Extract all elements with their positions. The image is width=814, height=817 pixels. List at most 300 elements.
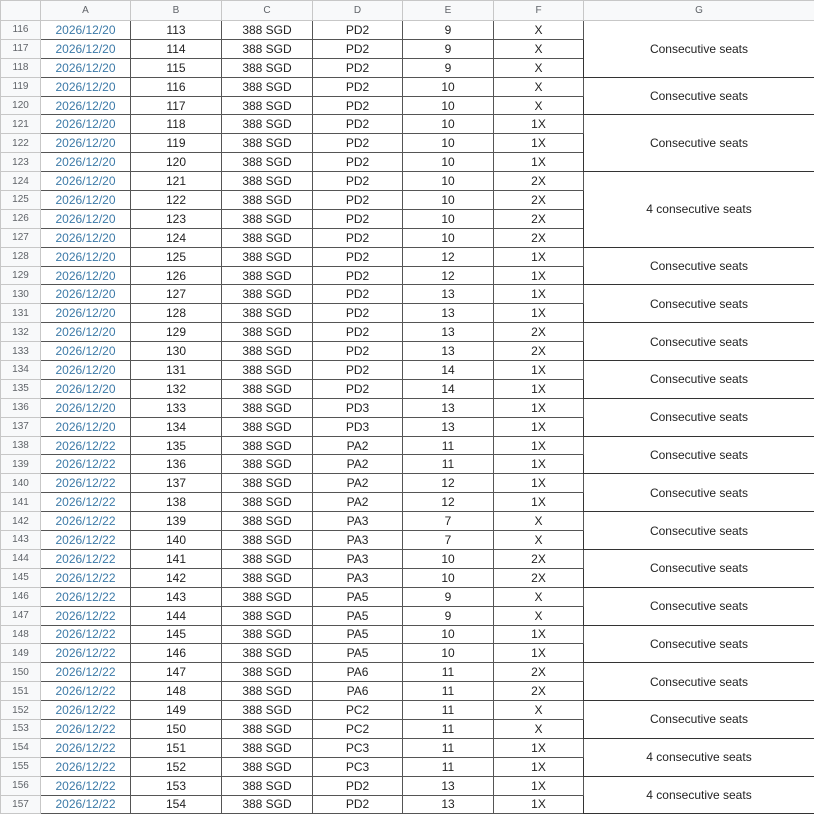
cell-price[interactable]: 388 SGD [222, 191, 313, 210]
cell-ticket-no[interactable]: 124 [131, 228, 222, 247]
cell-date[interactable]: 2026/12/20 [41, 39, 131, 58]
cell-ticket-no[interactable]: 150 [131, 719, 222, 738]
cell-seat-flag[interactable]: 2X [494, 172, 584, 191]
cell-price[interactable]: 388 SGD [222, 134, 313, 153]
cell-price[interactable]: 388 SGD [222, 39, 313, 58]
cell-ticket-no[interactable]: 122 [131, 191, 222, 210]
cell-section[interactable]: PD2 [313, 115, 403, 134]
cell-date[interactable]: 2026/12/20 [41, 115, 131, 134]
row-number[interactable]: 143 [1, 531, 41, 550]
cell-price[interactable]: 388 SGD [222, 568, 313, 587]
cell-row[interactable]: 13 [403, 795, 494, 814]
cell-price[interactable]: 388 SGD [222, 455, 313, 474]
cell-price[interactable]: 388 SGD [222, 77, 313, 96]
cell-section[interactable]: PD2 [313, 795, 403, 814]
column-header-e[interactable]: E [403, 1, 494, 21]
cell-section[interactable]: PD2 [313, 96, 403, 115]
cell-ticket-no[interactable]: 143 [131, 587, 222, 606]
row-number[interactable]: 130 [1, 285, 41, 304]
row-number[interactable]: 144 [1, 549, 41, 568]
cell-section[interactable]: PD2 [313, 172, 403, 191]
cell-ticket-no[interactable]: 132 [131, 379, 222, 398]
cell-seat-flag[interactable]: 1X [494, 776, 584, 795]
cell-row[interactable]: 9 [403, 606, 494, 625]
cell-seat-flag[interactable]: 2X [494, 342, 584, 361]
cell-ticket-no[interactable]: 149 [131, 701, 222, 720]
cell-seat-flag[interactable]: 1X [494, 493, 584, 512]
cell-section[interactable]: PD2 [313, 58, 403, 77]
cell-row[interactable]: 10 [403, 115, 494, 134]
cell-note-merged[interactable]: Consecutive seats [584, 474, 814, 512]
cell-date[interactable]: 2026/12/22 [41, 701, 131, 720]
cell-row[interactable]: 10 [403, 153, 494, 172]
cell-seat-flag[interactable]: 1X [494, 474, 584, 493]
cell-section[interactable]: PD2 [313, 776, 403, 795]
cell-seat-flag[interactable]: X [494, 587, 584, 606]
cell-seat-flag[interactable]: X [494, 512, 584, 531]
cell-row[interactable]: 11 [403, 701, 494, 720]
cell-note-merged[interactable]: Consecutive seats [584, 398, 814, 436]
cell-ticket-no[interactable]: 131 [131, 361, 222, 380]
cell-seat-flag[interactable]: 2X [494, 209, 584, 228]
cell-row[interactable]: 10 [403, 77, 494, 96]
cell-date[interactable]: 2026/12/22 [41, 587, 131, 606]
cell-row[interactable]: 10 [403, 172, 494, 191]
cell-note-merged[interactable]: Consecutive seats [584, 77, 814, 115]
cell-ticket-no[interactable]: 133 [131, 398, 222, 417]
cell-ticket-no[interactable]: 120 [131, 153, 222, 172]
cell-price[interactable]: 388 SGD [222, 361, 313, 380]
cell-price[interactable]: 388 SGD [222, 266, 313, 285]
cell-row[interactable]: 9 [403, 39, 494, 58]
row-number[interactable]: 128 [1, 247, 41, 266]
row-number[interactable]: 137 [1, 417, 41, 436]
cell-row[interactable]: 9 [403, 21, 494, 40]
cell-price[interactable]: 388 SGD [222, 474, 313, 493]
cell-price[interactable]: 388 SGD [222, 701, 313, 720]
cell-seat-flag[interactable]: X [494, 96, 584, 115]
cell-seat-flag[interactable]: X [494, 719, 584, 738]
cell-row[interactable]: 11 [403, 738, 494, 757]
cell-price[interactable]: 388 SGD [222, 587, 313, 606]
cell-row[interactable]: 13 [403, 285, 494, 304]
column-header-a[interactable]: A [41, 1, 131, 21]
cell-ticket-no[interactable]: 139 [131, 512, 222, 531]
cell-price[interactable]: 388 SGD [222, 776, 313, 795]
cell-row[interactable]: 7 [403, 531, 494, 550]
row-number[interactable]: 138 [1, 436, 41, 455]
cell-price[interactable]: 388 SGD [222, 21, 313, 40]
row-number[interactable]: 156 [1, 776, 41, 795]
row-number[interactable]: 118 [1, 58, 41, 77]
cell-price[interactable]: 388 SGD [222, 738, 313, 757]
cell-price[interactable]: 388 SGD [222, 436, 313, 455]
cell-ticket-no[interactable]: 128 [131, 304, 222, 323]
cell-section[interactable]: PD2 [313, 266, 403, 285]
cell-seat-flag[interactable]: 1X [494, 417, 584, 436]
cell-date[interactable]: 2026/12/22 [41, 455, 131, 474]
cell-row[interactable]: 10 [403, 134, 494, 153]
row-number[interactable]: 136 [1, 398, 41, 417]
cell-date[interactable]: 2026/12/22 [41, 606, 131, 625]
cell-row[interactable]: 13 [403, 776, 494, 795]
cell-ticket-no[interactable]: 129 [131, 323, 222, 342]
cell-section[interactable]: PC3 [313, 738, 403, 757]
column-header-f[interactable]: F [494, 1, 584, 21]
cell-seat-flag[interactable]: 2X [494, 663, 584, 682]
cell-section[interactable]: PA3 [313, 549, 403, 568]
cell-seat-flag[interactable]: X [494, 701, 584, 720]
cell-date[interactable]: 2026/12/22 [41, 682, 131, 701]
cell-seat-flag[interactable]: 1X [494, 304, 584, 323]
cell-price[interactable]: 388 SGD [222, 512, 313, 531]
cell-date[interactable]: 2026/12/20 [41, 361, 131, 380]
cell-section[interactable]: PA2 [313, 455, 403, 474]
cell-section[interactable]: PD2 [313, 379, 403, 398]
cell-date[interactable]: 2026/12/22 [41, 795, 131, 814]
cell-seat-flag[interactable]: X [494, 531, 584, 550]
cell-section[interactable]: PC2 [313, 719, 403, 738]
cell-ticket-no[interactable]: 153 [131, 776, 222, 795]
cell-row[interactable]: 11 [403, 436, 494, 455]
cell-note-merged[interactable]: Consecutive seats [584, 247, 814, 285]
cell-price[interactable]: 388 SGD [222, 682, 313, 701]
cell-section[interactable]: PC3 [313, 757, 403, 776]
cell-seat-flag[interactable]: 1X [494, 436, 584, 455]
cell-row[interactable]: 10 [403, 568, 494, 587]
row-number[interactable]: 119 [1, 77, 41, 96]
cell-section[interactable]: PA2 [313, 493, 403, 512]
cell-date[interactable]: 2026/12/20 [41, 77, 131, 96]
cell-section[interactable]: PD2 [313, 191, 403, 210]
cell-seat-flag[interactable]: 1X [494, 398, 584, 417]
cell-row[interactable]: 12 [403, 474, 494, 493]
cell-price[interactable]: 388 SGD [222, 323, 313, 342]
cell-price[interactable]: 388 SGD [222, 417, 313, 436]
cell-ticket-no[interactable]: 145 [131, 625, 222, 644]
cell-seat-flag[interactable]: 1X [494, 644, 584, 663]
cell-ticket-no[interactable]: 151 [131, 738, 222, 757]
cell-ticket-no[interactable]: 148 [131, 682, 222, 701]
cell-date[interactable]: 2026/12/20 [41, 191, 131, 210]
cell-seat-flag[interactable]: 2X [494, 568, 584, 587]
row-number[interactable]: 126 [1, 209, 41, 228]
cell-note-merged[interactable]: Consecutive seats [584, 436, 814, 474]
cell-section[interactable]: PD2 [313, 228, 403, 247]
column-header-b[interactable]: B [131, 1, 222, 21]
row-number[interactable]: 140 [1, 474, 41, 493]
cell-price[interactable]: 388 SGD [222, 663, 313, 682]
row-number[interactable]: 150 [1, 663, 41, 682]
row-number[interactable]: 155 [1, 757, 41, 776]
row-number[interactable]: 141 [1, 493, 41, 512]
cell-date[interactable]: 2026/12/20 [41, 417, 131, 436]
cell-price[interactable]: 388 SGD [222, 285, 313, 304]
cell-seat-flag[interactable]: 2X [494, 549, 584, 568]
cell-section[interactable]: PD3 [313, 417, 403, 436]
cell-section[interactable]: PD2 [313, 153, 403, 172]
cell-seat-flag[interactable]: 1X [494, 625, 584, 644]
cell-row[interactable]: 11 [403, 719, 494, 738]
cell-ticket-no[interactable]: 126 [131, 266, 222, 285]
cell-date[interactable]: 2026/12/20 [41, 153, 131, 172]
cell-ticket-no[interactable]: 144 [131, 606, 222, 625]
row-number[interactable]: 151 [1, 682, 41, 701]
cell-row[interactable]: 10 [403, 209, 494, 228]
cell-seat-flag[interactable]: 2X [494, 191, 584, 210]
cell-ticket-no[interactable]: 117 [131, 96, 222, 115]
cell-ticket-no[interactable]: 135 [131, 436, 222, 455]
cell-note-merged[interactable]: Consecutive seats [584, 361, 814, 399]
cell-note-merged[interactable]: Consecutive seats [584, 663, 814, 701]
cell-section[interactable]: PA3 [313, 512, 403, 531]
cell-date[interactable]: 2026/12/22 [41, 436, 131, 455]
cell-seat-flag[interactable]: X [494, 39, 584, 58]
cell-section[interactable]: PD2 [313, 361, 403, 380]
cell-ticket-no[interactable]: 115 [131, 58, 222, 77]
cell-price[interactable]: 388 SGD [222, 644, 313, 663]
cell-row[interactable]: 9 [403, 587, 494, 606]
row-number[interactable]: 120 [1, 96, 41, 115]
cell-ticket-no[interactable]: 140 [131, 531, 222, 550]
cell-row[interactable]: 11 [403, 663, 494, 682]
cell-row[interactable]: 13 [403, 342, 494, 361]
row-number[interactable]: 131 [1, 304, 41, 323]
row-number[interactable]: 153 [1, 719, 41, 738]
row-number[interactable]: 132 [1, 323, 41, 342]
cell-section[interactable]: PD2 [313, 209, 403, 228]
cell-row[interactable]: 12 [403, 493, 494, 512]
cell-price[interactable]: 388 SGD [222, 493, 313, 512]
cell-section[interactable]: PA5 [313, 644, 403, 663]
cell-price[interactable]: 388 SGD [222, 115, 313, 134]
cell-row[interactable]: 11 [403, 682, 494, 701]
cell-date[interactable]: 2026/12/20 [41, 398, 131, 417]
cell-date[interactable]: 2026/12/20 [41, 209, 131, 228]
cell-seat-flag[interactable]: X [494, 58, 584, 77]
cell-date[interactable]: 2026/12/22 [41, 512, 131, 531]
cell-section[interactable]: PA5 [313, 606, 403, 625]
cell-section[interactable]: PD2 [313, 342, 403, 361]
cell-note-merged[interactable]: Consecutive seats [584, 587, 814, 625]
cell-date[interactable]: 2026/12/20 [41, 342, 131, 361]
cell-date[interactable]: 2026/12/22 [41, 568, 131, 587]
cell-section[interactable]: PA5 [313, 625, 403, 644]
cell-price[interactable]: 388 SGD [222, 209, 313, 228]
cell-row[interactable]: 11 [403, 455, 494, 474]
cell-seat-flag[interactable]: 1X [494, 795, 584, 814]
row-number[interactable]: 152 [1, 701, 41, 720]
cell-date[interactable]: 2026/12/22 [41, 549, 131, 568]
cell-seat-flag[interactable]: X [494, 77, 584, 96]
cell-date[interactable]: 2026/12/22 [41, 776, 131, 795]
row-number[interactable]: 135 [1, 379, 41, 398]
cell-date[interactable]: 2026/12/22 [41, 625, 131, 644]
cell-ticket-no[interactable]: 113 [131, 21, 222, 40]
cell-date[interactable]: 2026/12/22 [41, 644, 131, 663]
cell-ticket-no[interactable]: 130 [131, 342, 222, 361]
cell-date[interactable]: 2026/12/20 [41, 379, 131, 398]
cell-ticket-no[interactable]: 147 [131, 663, 222, 682]
cell-seat-flag[interactable]: 2X [494, 228, 584, 247]
cell-price[interactable]: 388 SGD [222, 625, 313, 644]
cell-price[interactable]: 388 SGD [222, 795, 313, 814]
cell-ticket-no[interactable]: 138 [131, 493, 222, 512]
cell-note-merged[interactable]: Consecutive seats [584, 549, 814, 587]
cell-row[interactable]: 10 [403, 96, 494, 115]
cell-ticket-no[interactable]: 152 [131, 757, 222, 776]
cell-row[interactable]: 12 [403, 266, 494, 285]
cell-seat-flag[interactable]: 1X [494, 379, 584, 398]
select-all-corner[interactable] [1, 1, 41, 21]
cell-row[interactable]: 13 [403, 398, 494, 417]
cell-ticket-no[interactable]: 137 [131, 474, 222, 493]
row-number[interactable]: 127 [1, 228, 41, 247]
row-number[interactable]: 157 [1, 795, 41, 814]
cell-date[interactable]: 2026/12/20 [41, 266, 131, 285]
row-number[interactable]: 134 [1, 361, 41, 380]
cell-price[interactable]: 388 SGD [222, 304, 313, 323]
cell-date[interactable]: 2026/12/20 [41, 323, 131, 342]
cell-section[interactable]: PD2 [313, 21, 403, 40]
cell-section[interactable]: PA5 [313, 587, 403, 606]
cell-date[interactable]: 2026/12/20 [41, 247, 131, 266]
row-number[interactable]: 133 [1, 342, 41, 361]
cell-section[interactable]: PA6 [313, 682, 403, 701]
cell-ticket-no[interactable]: 114 [131, 39, 222, 58]
cell-note-merged[interactable]: Consecutive seats [584, 625, 814, 663]
cell-ticket-no[interactable]: 123 [131, 209, 222, 228]
cell-seat-flag[interactable]: 2X [494, 323, 584, 342]
cell-price[interactable]: 388 SGD [222, 379, 313, 398]
cell-seat-flag[interactable]: 1X [494, 247, 584, 266]
cell-ticket-no[interactable]: 141 [131, 549, 222, 568]
cell-ticket-no[interactable]: 146 [131, 644, 222, 663]
cell-seat-flag[interactable]: 1X [494, 266, 584, 285]
cell-note-merged[interactable]: 4 consecutive seats [584, 776, 814, 814]
cell-price[interactable]: 388 SGD [222, 228, 313, 247]
row-number[interactable]: 148 [1, 625, 41, 644]
cell-price[interactable]: 388 SGD [222, 606, 313, 625]
cell-seat-flag[interactable]: 1X [494, 153, 584, 172]
cell-note-merged[interactable]: Consecutive seats [584, 323, 814, 361]
cell-date[interactable]: 2026/12/20 [41, 228, 131, 247]
row-number[interactable]: 124 [1, 172, 41, 191]
cell-section[interactable]: PA2 [313, 474, 403, 493]
cell-date[interactable]: 2026/12/22 [41, 757, 131, 776]
cell-seat-flag[interactable]: X [494, 606, 584, 625]
cell-price[interactable]: 388 SGD [222, 398, 313, 417]
cell-row[interactable]: 10 [403, 644, 494, 663]
cell-date[interactable]: 2026/12/22 [41, 738, 131, 757]
cell-seat-flag[interactable]: 1X [494, 757, 584, 776]
cell-section[interactable]: PD2 [313, 323, 403, 342]
cell-seat-flag[interactable]: 1X [494, 115, 584, 134]
row-number[interactable]: 147 [1, 606, 41, 625]
cell-note-merged[interactable]: 4 consecutive seats [584, 738, 814, 776]
cell-price[interactable]: 388 SGD [222, 247, 313, 266]
cell-section[interactable]: PA2 [313, 436, 403, 455]
row-number[interactable]: 145 [1, 568, 41, 587]
cell-note-merged[interactable]: Consecutive seats [584, 512, 814, 550]
cell-price[interactable]: 388 SGD [222, 96, 313, 115]
cell-note-merged[interactable]: 4 consecutive seats [584, 172, 814, 248]
row-number[interactable]: 139 [1, 455, 41, 474]
cell-ticket-no[interactable]: 134 [131, 417, 222, 436]
cell-section[interactable]: PD2 [313, 304, 403, 323]
row-number[interactable]: 122 [1, 134, 41, 153]
cell-ticket-no[interactable]: 118 [131, 115, 222, 134]
cell-row[interactable]: 14 [403, 361, 494, 380]
cell-row[interactable]: 10 [403, 191, 494, 210]
cell-ticket-no[interactable]: 116 [131, 77, 222, 96]
cell-section[interactable]: PD2 [313, 77, 403, 96]
cell-ticket-no[interactable]: 127 [131, 285, 222, 304]
column-header-g[interactable]: G [584, 1, 814, 21]
cell-price[interactable]: 388 SGD [222, 172, 313, 191]
cell-price[interactable]: 388 SGD [222, 153, 313, 172]
cell-price[interactable]: 388 SGD [222, 719, 313, 738]
cell-row[interactable]: 10 [403, 228, 494, 247]
cell-section[interactable]: PD2 [313, 285, 403, 304]
cell-note-merged[interactable]: Consecutive seats [584, 701, 814, 739]
cell-price[interactable]: 388 SGD [222, 58, 313, 77]
cell-seat-flag[interactable]: X [494, 21, 584, 40]
cell-date[interactable]: 2026/12/22 [41, 719, 131, 738]
cell-date[interactable]: 2026/12/20 [41, 58, 131, 77]
cell-section[interactable]: PD2 [313, 39, 403, 58]
cell-seat-flag[interactable]: 2X [494, 682, 584, 701]
cell-seat-flag[interactable]: 1X [494, 134, 584, 153]
cell-row[interactable]: 13 [403, 417, 494, 436]
cell-row[interactable]: 13 [403, 323, 494, 342]
cell-ticket-no[interactable]: 154 [131, 795, 222, 814]
cell-date[interactable]: 2026/12/20 [41, 172, 131, 191]
cell-date[interactable]: 2026/12/20 [41, 134, 131, 153]
cell-section[interactable]: PA6 [313, 663, 403, 682]
cell-ticket-no[interactable]: 136 [131, 455, 222, 474]
cell-price[interactable]: 388 SGD [222, 342, 313, 361]
cell-row[interactable]: 14 [403, 379, 494, 398]
row-number[interactable]: 123 [1, 153, 41, 172]
cell-price[interactable]: 388 SGD [222, 531, 313, 550]
cell-note-merged[interactable]: Consecutive seats [584, 285, 814, 323]
cell-date[interactable]: 2026/12/22 [41, 663, 131, 682]
row-number[interactable]: 129 [1, 266, 41, 285]
cell-note-merged[interactable]: Consecutive seats [584, 21, 814, 78]
cell-ticket-no[interactable]: 125 [131, 247, 222, 266]
cell-date[interactable]: 2026/12/22 [41, 474, 131, 493]
cell-note-merged[interactable]: Consecutive seats [584, 115, 814, 172]
cell-section[interactable]: PA3 [313, 531, 403, 550]
cell-seat-flag[interactable]: 1X [494, 738, 584, 757]
cell-ticket-no[interactable]: 119 [131, 134, 222, 153]
row-number[interactable]: 154 [1, 738, 41, 757]
cell-section[interactable]: PC2 [313, 701, 403, 720]
cell-ticket-no[interactable]: 121 [131, 172, 222, 191]
cell-date[interactable]: 2026/12/22 [41, 493, 131, 512]
cell-section[interactable]: PD3 [313, 398, 403, 417]
cell-date[interactable]: 2026/12/22 [41, 531, 131, 550]
cell-row[interactable]: 12 [403, 247, 494, 266]
cell-row[interactable]: 11 [403, 757, 494, 776]
cell-row[interactable]: 10 [403, 549, 494, 568]
cell-seat-flag[interactable]: 1X [494, 455, 584, 474]
row-number[interactable]: 149 [1, 644, 41, 663]
cell-row[interactable]: 9 [403, 58, 494, 77]
row-number[interactable]: 117 [1, 39, 41, 58]
cell-ticket-no[interactable]: 142 [131, 568, 222, 587]
